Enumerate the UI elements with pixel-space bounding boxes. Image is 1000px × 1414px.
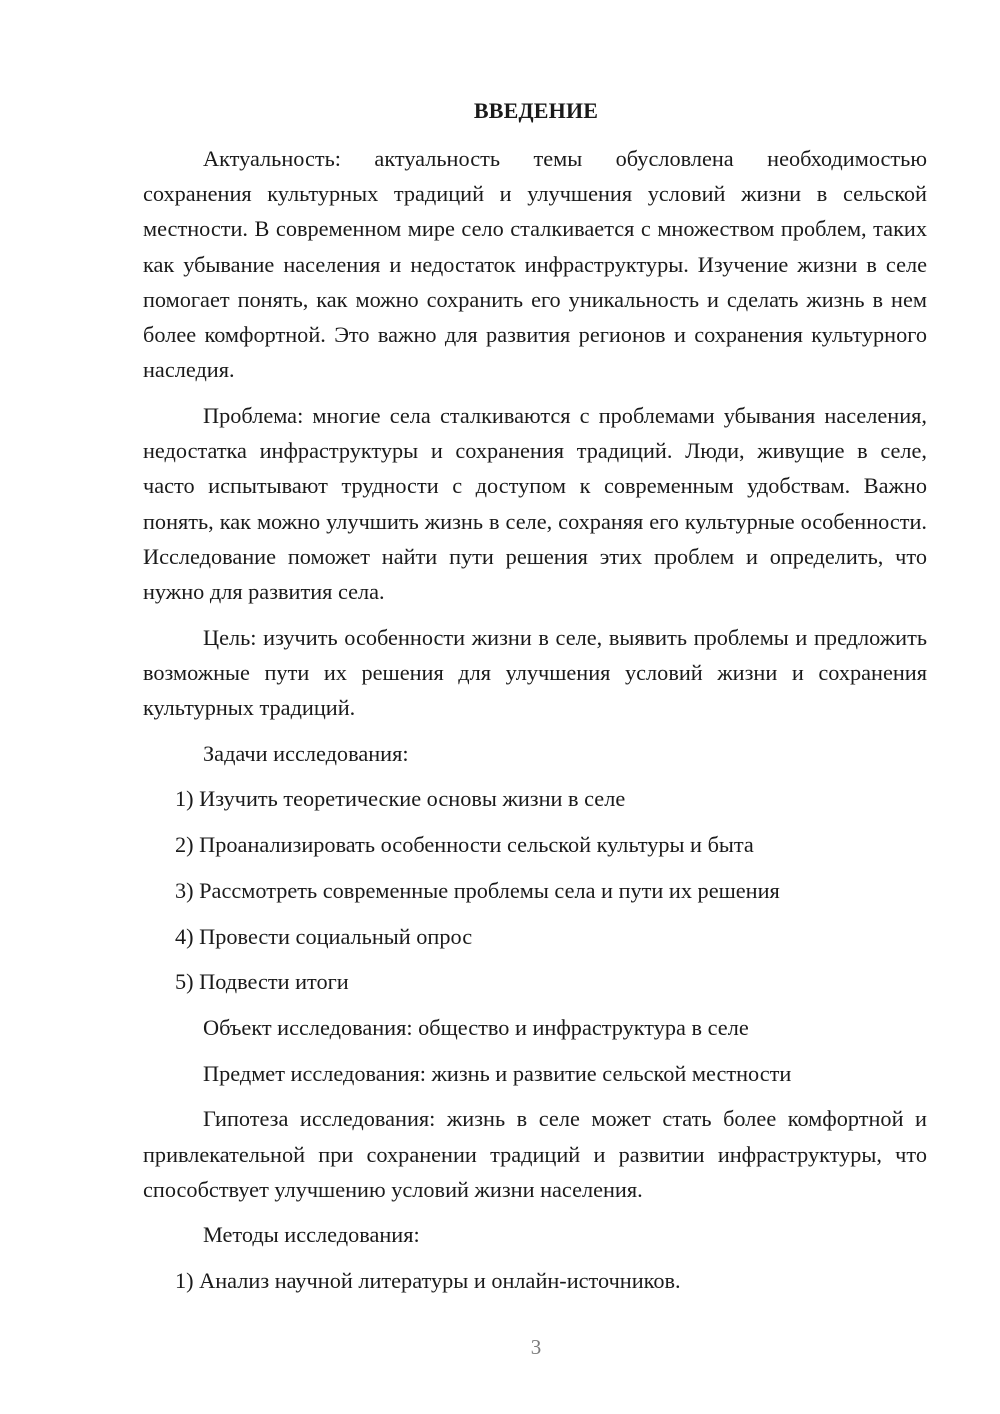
document-body: [143, 141, 927, 1309]
list-item: 1) Изучить теоретические основы жизни в селе: [175, 786, 626, 812]
hypothesis-paragraph: Гипотеза исследования: жизнь в селе может стать более комфортной и привлекательной при сохранении традиций и развитии инфраструктуры, что способствует улучшению условий жизни населения.: [143, 1106, 927, 1202]
page-number: 3: [530, 1335, 542, 1359]
tasks-heading: Задачи исследования:: [203, 740, 409, 766]
list-item: 2) Проанализировать особенности сельской культуры и быта: [175, 832, 754, 858]
problem-paragraph: Проблема: многие села сталкиваются с проблемами убывания населения, недостатка инфраструктуры и сохранения традиций. Люди, живущие в селе, часто испытывают трудности с доступом к современным удобствам. Важно понять, как можно улучшить жизнь в селе, сохраняя его культурные особенности. Исследование поможет найти пути решения этих проблем и определить, что нужно для развития села.: [143, 402, 927, 604]
goal-paragraph: Цель: изучить особенности жизни в селе, выявить проблемы и предложить возможные пути их решения для улучшения условий жизни и сохранения культурных традиций.: [143, 624, 927, 721]
research-object: Объект исследования: общество и инфраструктура в селе: [203, 1014, 749, 1040]
tasks-list: [143, 781, 927, 999]
methods-list: [143, 1263, 927, 1298]
page-title: ВВЕДЕНИЕ: [473, 98, 599, 123]
list-item: 4) Провести социальный опрос: [175, 923, 473, 949]
relevance-paragraph: Актуальность: актуальность темы обусловлена необходимостью сохранения культурных традиций и улучшения условий жизни в сельской местности. В современном мире село сталкивается с множеством проблем, таких как убывание населения и недостаток инфраструктуры. Изучение жизни в селе помогает понять, как можно сохранить его уникальность и сделать жизнь в нем более комфортной. Это важно для развития регионов и сохранения культурного наследия.: [143, 146, 927, 383]
list-item: 1) Анализ научной литературы и онлайн-источников.: [175, 1268, 681, 1294]
list-item: 3) Рассмотреть современные проблемы села и пути их решения: [175, 877, 780, 903]
research-subject: Предмет исследования: жизнь и развитие сельской местности: [203, 1060, 792, 1086]
methods-heading: Методы исследования:: [203, 1222, 420, 1248]
list-item: 5) Подвести итоги: [175, 969, 349, 995]
